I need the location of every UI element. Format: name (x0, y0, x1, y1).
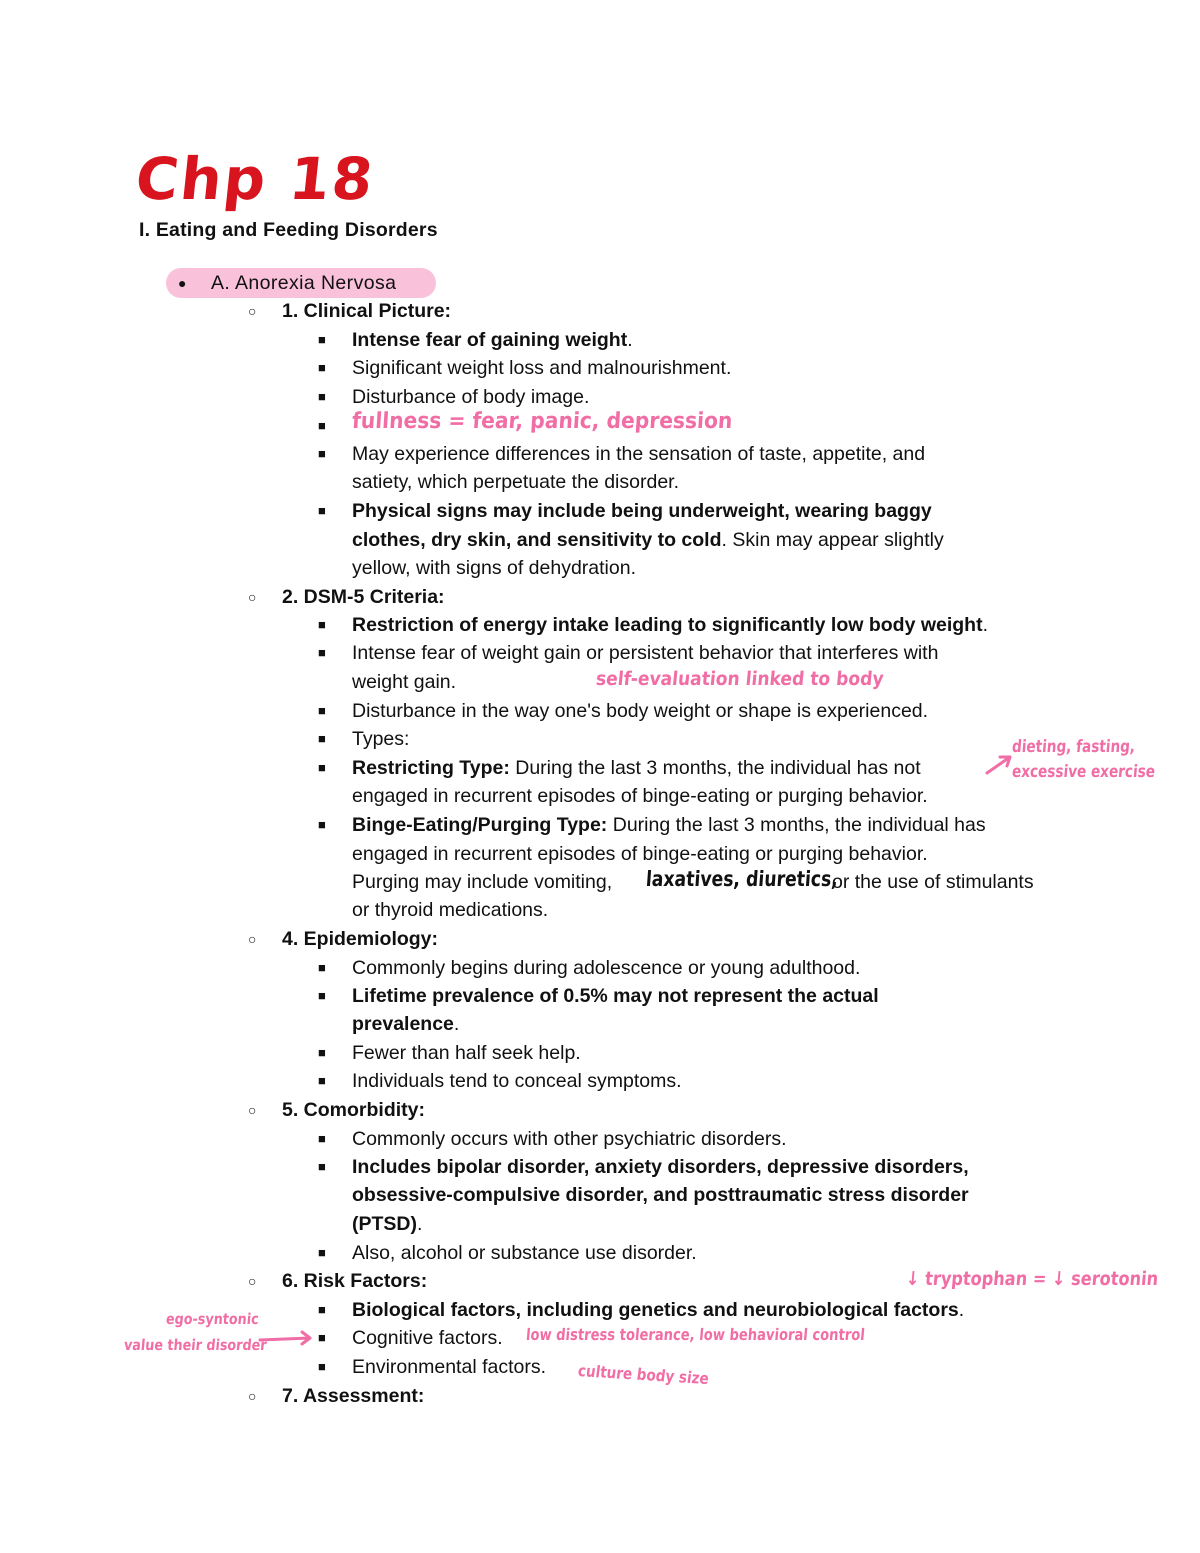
handwritten-note: self-evaluation linked to body (595, 668, 885, 690)
list-item-continuation: or thyroid medications. (352, 899, 549, 921)
bullet-square-icon: ■ (318, 360, 326, 375)
list-item: Commonly begins during adolescence or young adulthood. (352, 957, 861, 979)
bullet-square-icon: ■ (318, 1073, 326, 1088)
bullet-circle-icon: ○ (248, 931, 257, 947)
list-item-continuation: yellow, with signs of dehydration. (352, 557, 636, 579)
bullet-square-icon: ■ (318, 332, 326, 347)
list-item: Significant weight loss and malnourishment. (352, 357, 732, 379)
bullet-square-icon: ■ (318, 617, 326, 632)
bullet-square-icon: ■ (318, 1159, 326, 1174)
item-title: 2. DSM-5 Criteria: (282, 586, 445, 608)
bold-text: Intense fear of gaining weight (352, 329, 628, 351)
text: . (417, 1213, 423, 1235)
bullet-square-icon: ■ (318, 1245, 326, 1260)
handwritten-note: ego-syntonic (165, 1310, 260, 1328)
list-item-continuation: satiety, which perpetuate the disorder. (352, 471, 679, 493)
bullet-circle-icon: ○ (248, 1388, 257, 1404)
bold-text: Biological factors, including genetics and neurobiological factors (352, 1299, 959, 1321)
list-item-continuation (352, 1212, 422, 1236)
bullet-circle-icon: ○ (248, 1273, 257, 1289)
text: . (958, 1299, 965, 1321)
handwritten-chapter-title: Chp 18 (132, 145, 378, 213)
bullet-square-icon: ■ (318, 389, 326, 404)
list-item (352, 328, 633, 352)
handwritten-note: culture body size (576, 1361, 710, 1389)
handwritten-note: low distress tolerance, low behavioral control (525, 1325, 866, 1344)
list-item (352, 613, 988, 637)
bullet-square-icon: ■ (318, 1131, 326, 1146)
bullet-circle-icon: ○ (248, 589, 257, 605)
list-item: Disturbance in the way one's body weight or shape is experienced. (352, 700, 929, 722)
list-item: Physical signs may include being underweight, wearing baggy (352, 500, 932, 522)
list-item-continuation (352, 528, 944, 552)
item-title: 1. Clinical Picture: (282, 300, 452, 322)
list-item: Commonly occurs with other psychiatric disorders. (352, 1128, 787, 1150)
handwritten-note: excessive exercise (1011, 762, 1156, 782)
bullet-square-icon: ■ (318, 1330, 326, 1345)
bold-text: Restricting Type: (352, 757, 510, 779)
list-item: Cognitive factors. (352, 1327, 503, 1349)
list-item-continuation (352, 1012, 459, 1036)
list-item-continuation: or the use of stimulants (832, 871, 1034, 893)
list-item (352, 1298, 964, 1322)
list-item: Environmental factors. (352, 1356, 547, 1378)
text: . (627, 329, 633, 351)
list-item: May experience differences in the sensation of taste, appetite, and (352, 443, 926, 465)
pink-arrow-icon (984, 752, 1014, 776)
list-item-continuation: weight gain. (352, 671, 457, 693)
list-item: Fewer than half seek help. (352, 1042, 581, 1064)
bullet-dot-icon: ● (178, 275, 187, 291)
handwritten-note: fullness = fear, panic, depression (351, 409, 734, 434)
text: During the last 3 months, the individual has not (509, 757, 921, 779)
list-item-continuation: obsessive-compulsive disorder, and posttraumatic stress disorder (352, 1184, 969, 1206)
item-title: 5. Comorbidity: (282, 1099, 426, 1121)
handwritten-note: dieting, fasting, (1011, 737, 1136, 757)
handwritten-note: ↓ tryptophan = ↓ serotonin (905, 1268, 1160, 1290)
list-item-continuation: engaged in recurrent episodes of binge-eating or purging behavior. (352, 843, 928, 865)
bold-text: prevalence (352, 1013, 454, 1035)
pink-arrow-icon (258, 1328, 316, 1348)
bold-text: (PTSD) (352, 1213, 417, 1235)
list-item: Intense fear of weight gain or persistent behavior that interferes with (352, 642, 939, 664)
bullet-square-icon: ■ (318, 760, 326, 775)
text: . (982, 614, 989, 636)
bold-text: Binge-Eating/Purging Type: (352, 814, 608, 836)
list-item: Types: (352, 728, 410, 750)
item-title: 4. Epidemiology: (282, 928, 439, 950)
subsection-title: A. Anorexia Nervosa (211, 272, 397, 294)
item-title: 6. Risk Factors: (282, 1270, 428, 1292)
bullet-square-icon: ■ (318, 988, 326, 1003)
list-item (352, 756, 921, 780)
text: . (453, 1013, 460, 1035)
bullet-square-icon: ■ (318, 418, 326, 433)
item-title: 7. Assessment: (282, 1385, 425, 1407)
text: . Skin may appear slightly (721, 529, 944, 551)
handwritten-note: laxatives, diuretics, (645, 867, 839, 891)
bullet-square-icon: ■ (318, 503, 326, 518)
bold-text: clothes, dry skin, and sensitivity to cold (352, 529, 722, 551)
text: During the last 3 months, the individual has (607, 814, 986, 836)
list-item-continuation: Purging may include vomiting, (352, 871, 613, 893)
list-item: Includes bipolar disorder, anxiety disorders, depressive disorders, (352, 1156, 969, 1178)
list-item-continuation: engaged in recurrent episodes of binge-eating or purging behavior. (352, 785, 928, 807)
bullet-circle-icon: ○ (248, 1102, 257, 1118)
bullet-square-icon: ■ (318, 1045, 326, 1060)
list-item (352, 813, 986, 837)
list-item: Also, alcohol or substance use disorder. (352, 1242, 697, 1264)
list-item: Disturbance of body image. (352, 386, 590, 408)
list-item: Lifetime prevalence of 0.5% may not represent the actual (352, 985, 879, 1007)
bullet-square-icon: ■ (318, 1359, 326, 1374)
bullet-square-icon: ■ (318, 446, 326, 461)
bullet-circle-icon: ○ (248, 303, 257, 319)
bullet-square-icon: ■ (318, 703, 326, 718)
bold-text: Restriction of energy intake leading to significantly low body weight (352, 614, 983, 636)
handwritten-note: value their disorder (123, 1336, 268, 1354)
bullet-square-icon: ■ (318, 1302, 326, 1317)
bullet-square-icon: ■ (318, 817, 326, 832)
bullet-square-icon: ■ (318, 645, 326, 660)
list-item: Individuals tend to conceal symptoms. (352, 1070, 682, 1092)
section-heading: I. Eating and Feeding Disorders (139, 219, 438, 241)
bullet-square-icon: ■ (318, 960, 326, 975)
bullet-square-icon: ■ (318, 731, 326, 746)
